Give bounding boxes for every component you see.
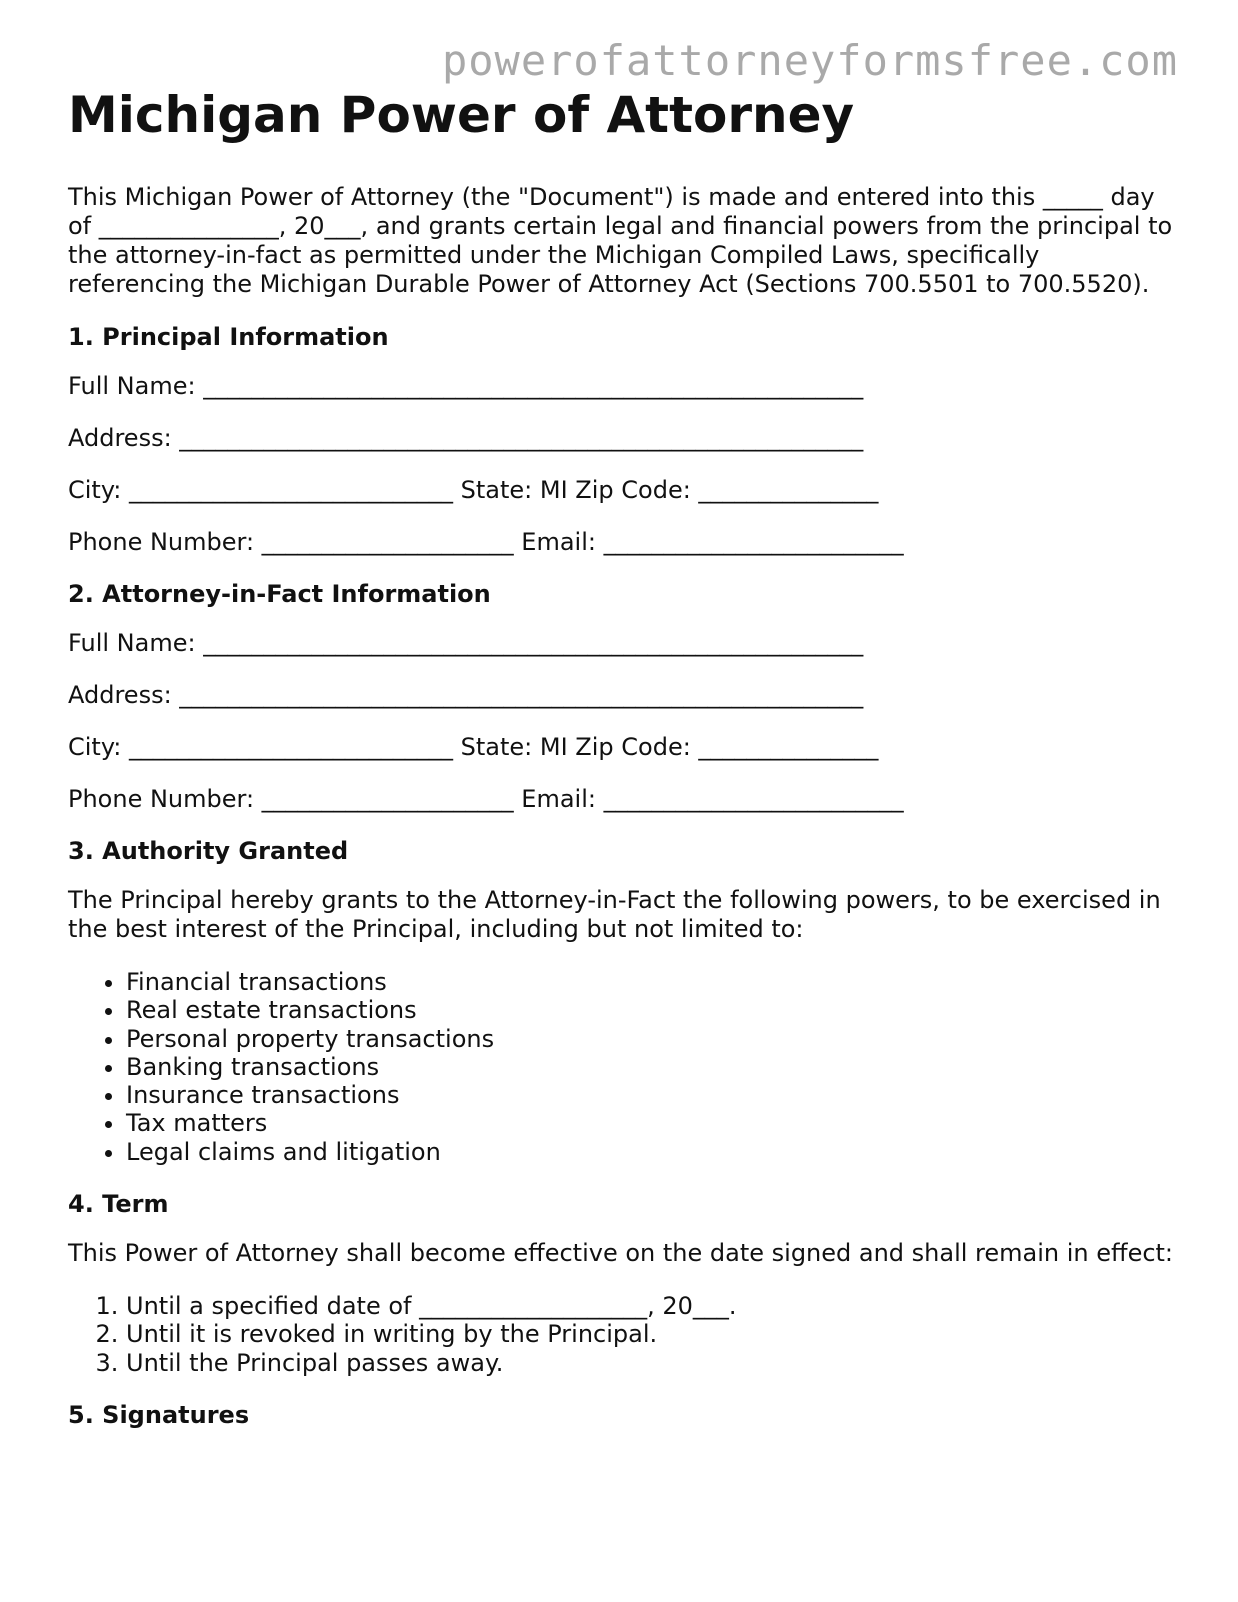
- authority-list: [68, 968, 1178, 1166]
- authority-item-tax: • Tax matters: [126, 1109, 1178, 1137]
- term-list: [68, 1292, 1178, 1377]
- authority-item-legal-claims: • Legal claims and litigation: [126, 1138, 1178, 1166]
- document-page: [68, 88, 1178, 1450]
- principal-full-name-field[interactable]: Full Name: _______________________________________________________: [68, 372, 864, 400]
- watermark: powerofattorneyformsfree.com: [441, 36, 1178, 85]
- term-item-passes-away: 3. Until the Principal passes away.: [126, 1349, 1178, 1377]
- authority-item-insurance: • Insurance transactions: [126, 1081, 1178, 1109]
- section-heading-authority: 3. Authority Granted: [68, 837, 349, 865]
- section-heading-term: 4. Term: [68, 1190, 169, 1219]
- authority-item-real-estate: • Real estate transactions: [126, 996, 1178, 1024]
- section-heading-signatures: 5. Signatures: [68, 1400, 250, 1429]
- section-heading-principal: 1. Principal Information: [68, 323, 389, 351]
- term-paragraph: This Power of Attorney shall become effective on the date signed and shall remain in effect:: [68, 1239, 1174, 1268]
- authority-item-financial: • Financial transactions: [126, 968, 1178, 996]
- term-item-specified-date[interactable]: 1. Until a specified date of ___________________, 20___.: [126, 1292, 1178, 1320]
- authority-item-banking: • Banking transactions: [126, 1053, 1178, 1081]
- intro-paragraph: This Michigan Power of Attorney (the "Document") is made and entered into this _____ day of _______________, 20___, and grants certain legal and financial powers from the principal to the attorney-in-fact as permitted under the Michigan Compiled Laws, specifically referencing the Michigan Durable Power of Attorney Act (Sections 700.5501 to 700.5520).: [68, 183, 1173, 298]
- section-heading-attorney: 2. Attorney-in-Fact Information: [68, 580, 491, 608]
- attorney-address-field[interactable]: Address: _________________________________________________________: [68, 681, 864, 709]
- principal-city-state-zip-field[interactable]: City: ___________________________ State: MI Zip Code: _______________: [68, 476, 879, 504]
- principal-phone-email-field[interactable]: Phone Number: _____________________ Email: _________________________: [68, 528, 904, 556]
- attorney-phone-email-field[interactable]: Phone Number: _____________________ Email: _________________________: [68, 785, 904, 813]
- authority-item-personal-property: • Personal property transactions: [126, 1025, 1178, 1053]
- attorney-full-name-field[interactable]: Full Name: _______________________________________________________: [68, 629, 864, 657]
- attorney-city-state-zip-field[interactable]: City: ___________________________ State: MI Zip Code: _______________: [68, 733, 879, 761]
- term-item-revoked: 2. Until it is revoked in writing by the Principal.: [126, 1320, 1178, 1348]
- principal-address-field[interactable]: Address: _________________________________________________________: [68, 424, 864, 452]
- authority-paragraph: The Principal hereby grants to the Attorney-in-Fact the following powers, to be exercised in the best interest of the Principal, including but not limited to:: [68, 886, 1161, 943]
- document-title: Michigan Power of Attorney: [68, 86, 855, 144]
